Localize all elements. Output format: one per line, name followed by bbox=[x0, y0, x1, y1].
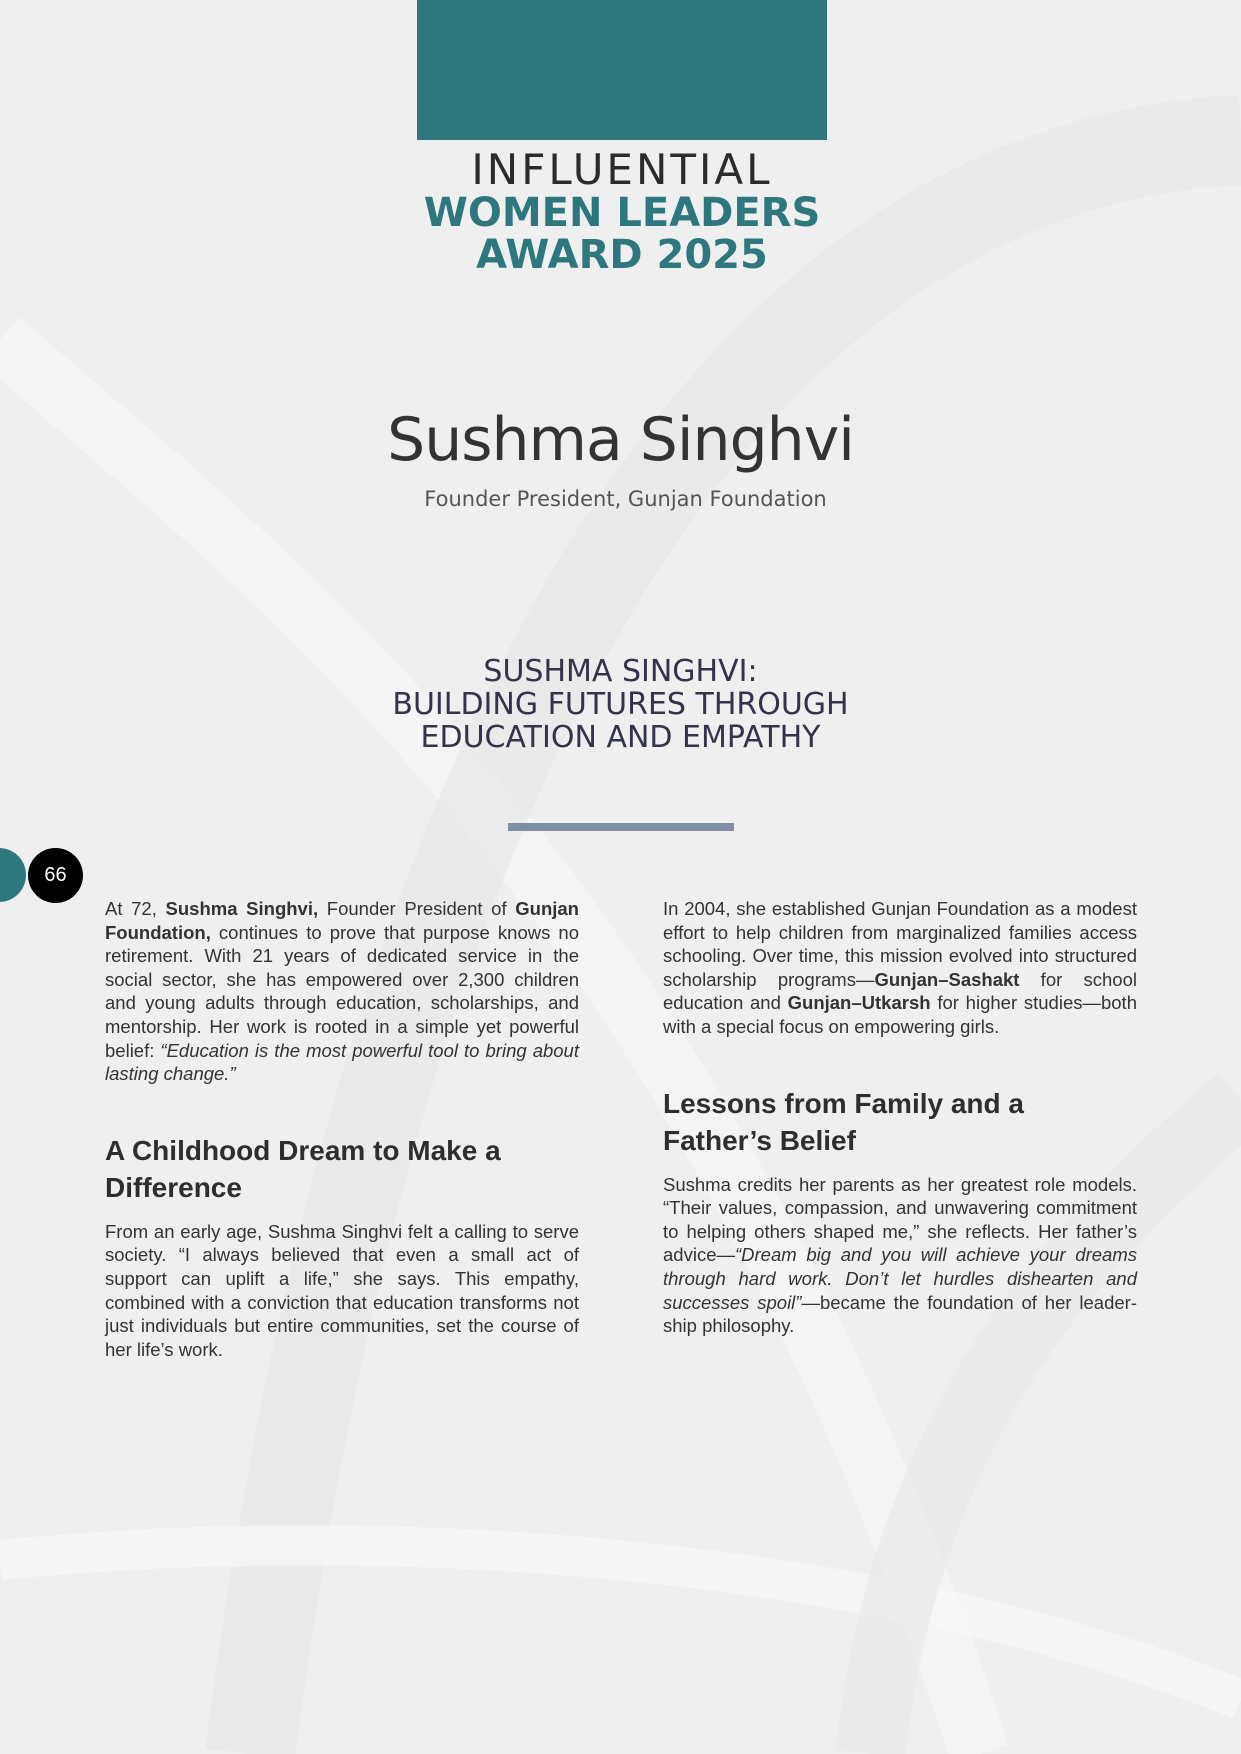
article-headline bbox=[280, 655, 961, 754]
right-column bbox=[663, 897, 1137, 1338]
award-title bbox=[320, 145, 924, 278]
headline-divider bbox=[508, 823, 734, 831]
father-quote: “Dream big and you will achieve your dreams through hard work. Don’t let hurdles dishearten and successes spoil” bbox=[663, 1244, 1137, 1313]
intro-text-2: Founder President of bbox=[318, 898, 516, 919]
headline-line-3: EDUCATION AND EMPATHY bbox=[420, 720, 821, 755]
intro-foundation-bold: Gunjan Foundation, bbox=[105, 898, 579, 943]
headline-line-2: BUILDING FUTURES THROUGH bbox=[392, 687, 849, 722]
honoree-role: Founder President, Gunjan Foundation bbox=[424, 487, 827, 511]
intro-paragraph bbox=[105, 897, 579, 1086]
honoree-name: Sushma Singhvi bbox=[387, 405, 854, 475]
childhood-paragraph: From an early age, Sushma Singhvi felt a calling to serve society. “I always believed that even a small act of support can uplift a life,” she says. This empathy, combined with a conviction that education transforms not just individuals but entire communities, set the course of her life’s work. bbox=[105, 1220, 579, 1360]
foundation-paragraph bbox=[663, 897, 1137, 1039]
left-column bbox=[105, 897, 579, 1361]
program-utkarsh: Gunjan–Utkarsh bbox=[787, 992, 931, 1014]
program-sashakt: Gunjan–Sashakt bbox=[874, 968, 1020, 990]
section-heading-family: Lessons from Family and a Father’s Belief bbox=[663, 1087, 1024, 1156]
award-line-year: AWARD 2025 bbox=[476, 232, 768, 278]
intro-text-1: At 72, bbox=[105, 898, 166, 919]
intro-text-3: continues to prove that purpose knows no retirement. With 21 years of dedicated service in the social sector, she has empowered over 2,300 children and young adults through education, scholarships, and mentorship. Her work is rooted in a simple yet powerful belief: bbox=[105, 921, 579, 1061]
intro-quote: “Education is the most powerful tool to bring about lasting change.” bbox=[105, 1039, 579, 1085]
header-color-block bbox=[417, 0, 827, 140]
foundation-text-2: for school education and bbox=[663, 968, 1137, 1014]
family-text-1: Sushma credits her parents as her greatest role models. “Their values, compassion, and unwavering commitment to helping others shaped me,” she reflects. Her father’s advice— bbox=[663, 1173, 1137, 1266]
foundation-text-1: In 2004, she established Gunjan Foundation as a modest effort to help children from marginalized families access schooling. Over time, this mission evolved into structured scholarship programs— bbox=[663, 898, 1137, 990]
family-paragraph bbox=[663, 1173, 1137, 1338]
section-heading-childhood: A Childhood Dream to Make a Difference bbox=[105, 1134, 501, 1203]
intro-name-bold: Sushma Singhvi, bbox=[165, 898, 319, 919]
award-line-influential: INFLUENTIAL bbox=[471, 145, 773, 194]
page-number: 66 bbox=[28, 848, 83, 903]
award-line-women-leaders: WOMEN LEADERS bbox=[423, 190, 821, 236]
headline-line-1: SUSHMA SINGHVI: bbox=[483, 654, 758, 689]
foundation-text-3: for higher studies—both with a special focus on empowering girls. bbox=[663, 992, 1137, 1037]
family-text-2: —became the foundation of her leader-ship philosophy. bbox=[663, 1291, 1137, 1337]
